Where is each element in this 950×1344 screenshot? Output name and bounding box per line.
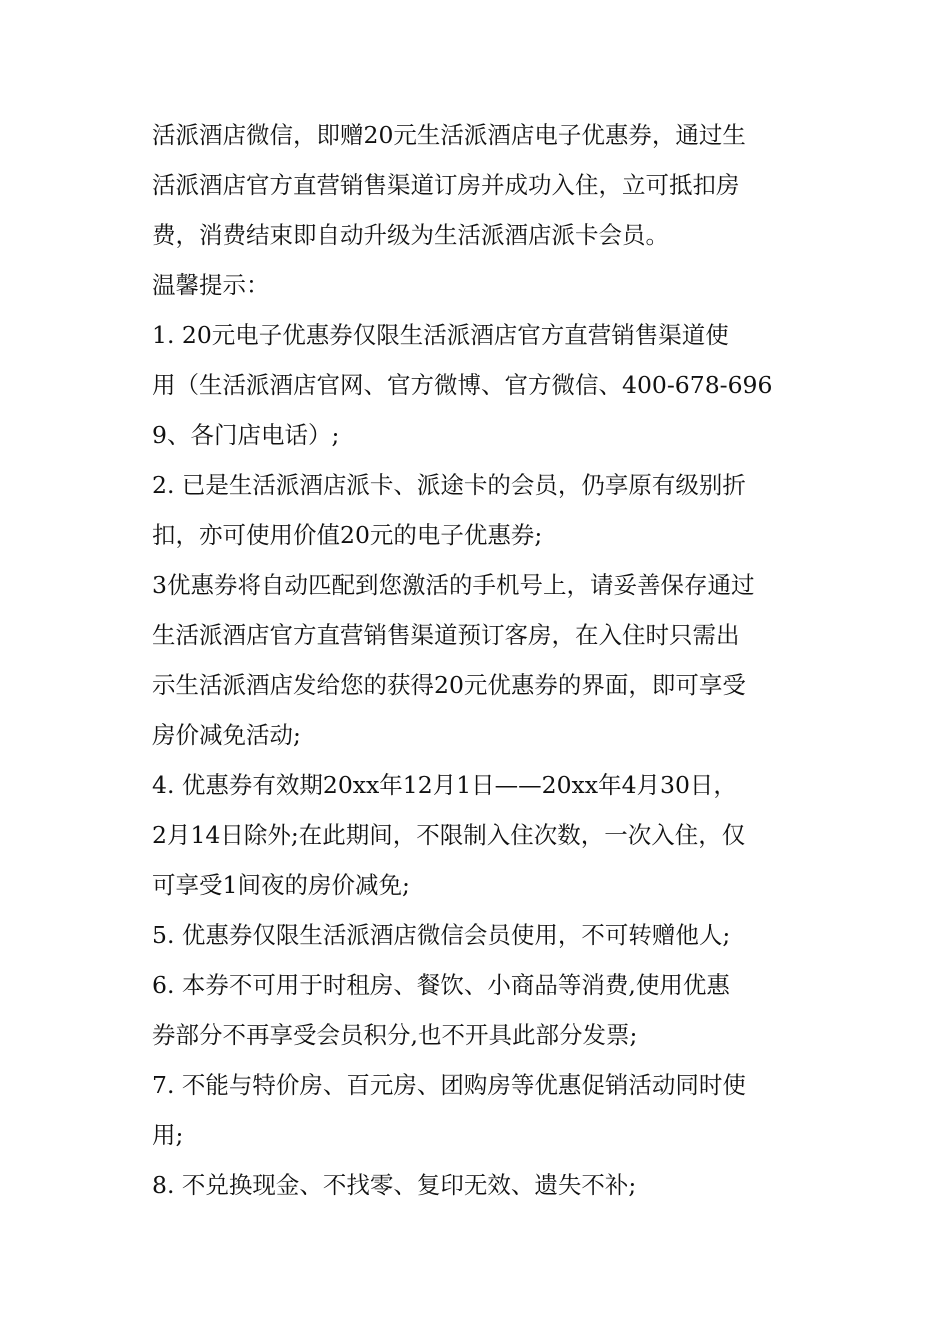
tip-1-line: 用（生活派酒店官网、官方微博、官方微信、400-678-696 [152, 371, 773, 399]
tips-heading: 温馨提示： [152, 271, 270, 299]
text-line: 活派酒店官方直营销售渠道订房并成功入住，立可抵扣房 [152, 171, 740, 199]
tip-3-line: 房价减免活动; [152, 721, 301, 749]
tip-6-line: 6. 本券不可用于时租房、餐饮、小商品等消费,使用优惠 [152, 971, 730, 999]
tip-3-line: 生活派酒店官方直营销售渠道预订客房，在入住时只需出 [152, 621, 740, 649]
tip-8-line: 8. 不兑换现金、不找零、复印无效、遗失不补; [152, 1171, 637, 1199]
tip-6-line: 券部分不再享受会员积分,也不开具此部分发票; [152, 1021, 638, 1049]
text-line: 活派酒店微信，即赠20元生活派酒店电子优惠券，通过生 [152, 121, 746, 149]
text-line: 费，消费结束即自动升级为生活派酒店派卡会员。 [152, 221, 669, 249]
tip-1-line: 1. 20元电子优惠券仅限生活派酒店官方直营销售渠道使 [152, 321, 729, 349]
tip-1-line: 9、各门店电话）; [152, 421, 340, 449]
tip-4-line: 2月14日除外;在此期间，不限制入住次数，一次入住，仅 [152, 821, 746, 849]
tip-7-line: 用; [152, 1121, 184, 1149]
tip-7-line: 7. 不能与特价房、百元房、团购房等优惠促销活动同时使 [152, 1071, 746, 1099]
tip-3-line: 示生活派酒店发给您的获得20元优惠券的界面，即可享受 [152, 671, 746, 699]
tip-5-line: 5. 优惠券仅限生活派酒店微信会员使用，不可转赠他人; [152, 921, 731, 949]
tip-4-line: 4. 优惠券有效期20xx年12月1日——20xx年4月30日， [152, 771, 737, 799]
tip-2-line: 扣，亦可使用价值20元的电子优惠券; [152, 521, 543, 549]
tip-2-line: 2. 已是生活派酒店派卡、派途卡的会员，仍享原有级别折 [152, 471, 746, 499]
document-body [152, 110, 812, 1210]
tip-4-line: 可享受1间夜的房价减免; [152, 871, 410, 899]
tip-3-line: 3优惠券将自动匹配到您激活的手机号上，请妥善保存通过 [152, 571, 755, 599]
